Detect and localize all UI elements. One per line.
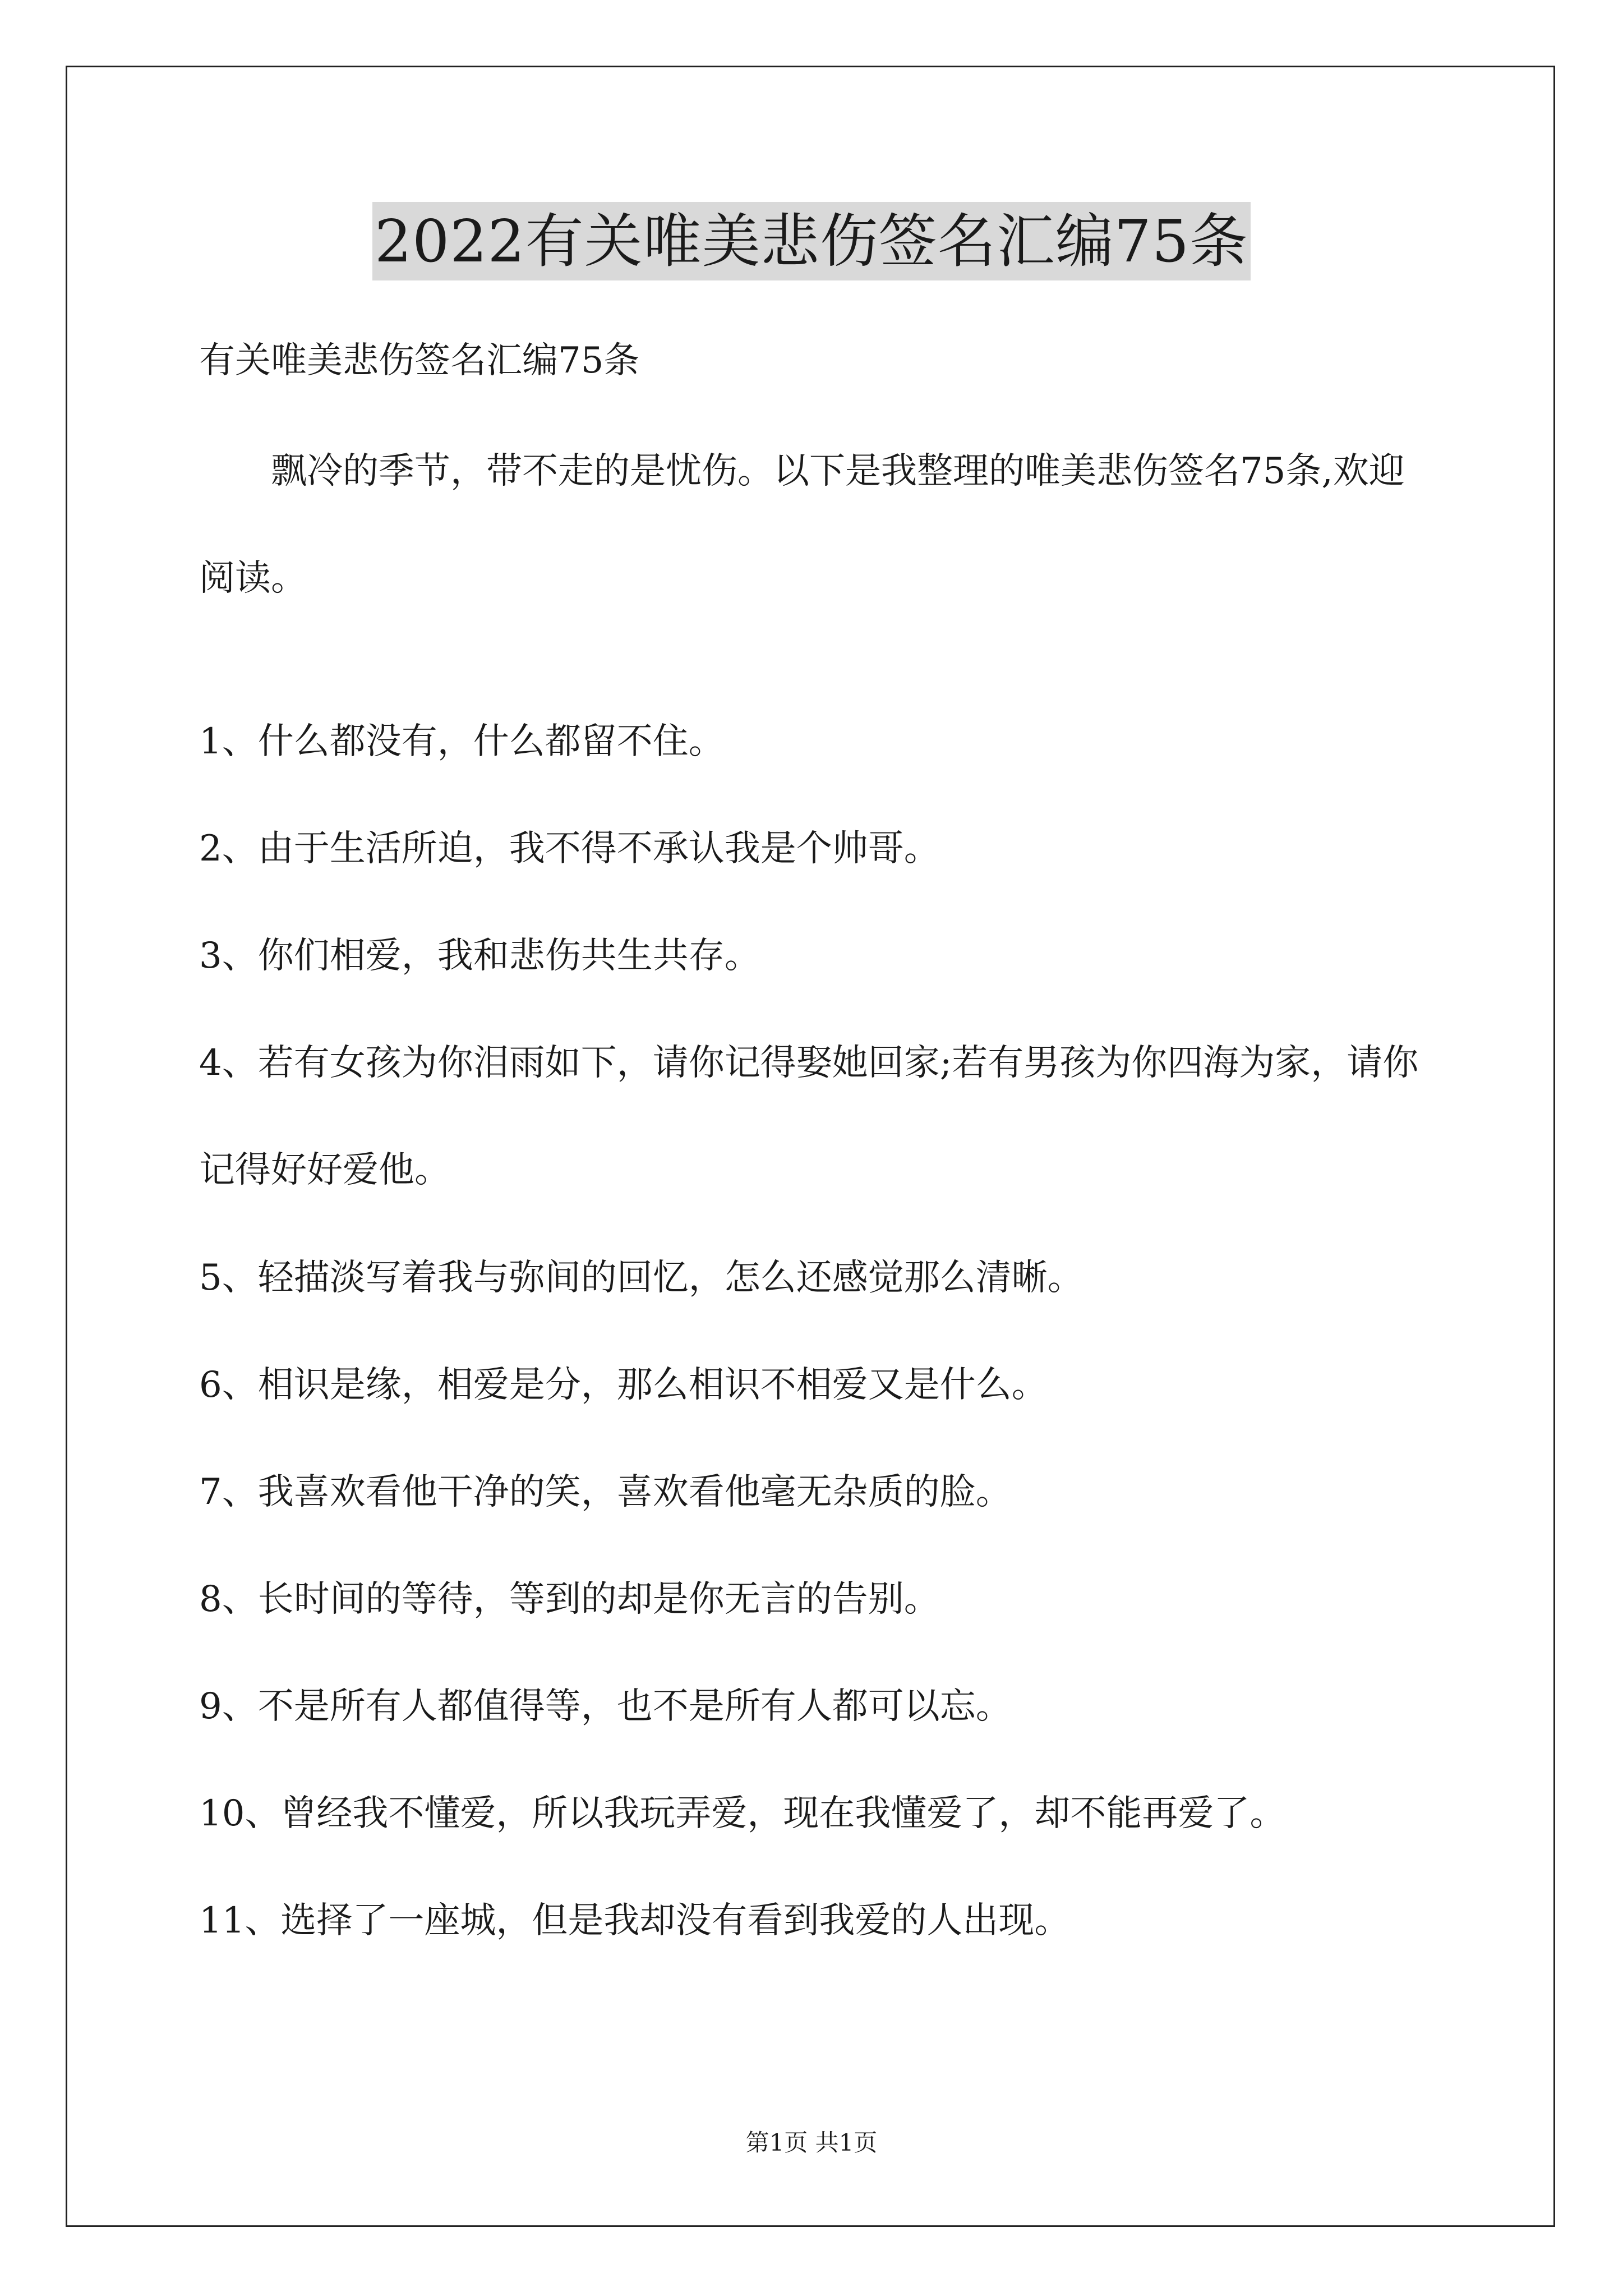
list-item: 3、你们相爱，我和悲伤共生共存。: [199, 935, 760, 977]
list-item: 6、相识是缘，相爱是分，那么相识不相爱又是什么。: [199, 1364, 1048, 1406]
list-item: 1、什么都没有，什么都留不住。: [199, 721, 725, 762]
document-body: [199, 337, 1433, 2004]
list-item: 10、曾经我不懂爱，所以我玩弄爱，现在我懂爱了，却不能再爱了。: [199, 1793, 1286, 1834]
list-item: 9、不是所有人都值得等，也不是所有人都可以忘。: [199, 1686, 1012, 1727]
list-item: 4、若有女孩为你泪雨如下，请你记得娶她回家;若有男孩为你四海为家，请你记得好好爱他。: [199, 1042, 1419, 1191]
list-item: 5、轻描淡写着我与弥间的回忆，怎么还感觉那么清晰。: [199, 1257, 1083, 1299]
list-item: 11、选择了一座城，但是我却没有看到我爱的人出现。: [199, 1900, 1071, 1941]
list-item: 2、由于生活所迫，我不得不承认我是个帅哥。: [199, 828, 940, 869]
list-item: 7、我喜欢看他干净的笑，喜欢看他毫无杂质的脸。: [199, 1471, 1012, 1513]
title-container: [0, 202, 1623, 280]
document-title: 2022有关唯美悲伤签名汇编75条: [372, 202, 1251, 280]
intro-paragraph: 飘冷的季节，带不走的是忧伤。以下是我整理的唯美悲伤签名75条,欢迎阅读。: [199, 450, 1405, 599]
signature-list: [199, 717, 1433, 1945]
document-subtitle: 有关唯美悲伤签名汇编75条: [199, 340, 640, 381]
list-item: 8、长时间的等待，等到的却是你无言的告别。: [199, 1579, 940, 1620]
page-footer: 第1页 共1页: [745, 2129, 878, 2156]
